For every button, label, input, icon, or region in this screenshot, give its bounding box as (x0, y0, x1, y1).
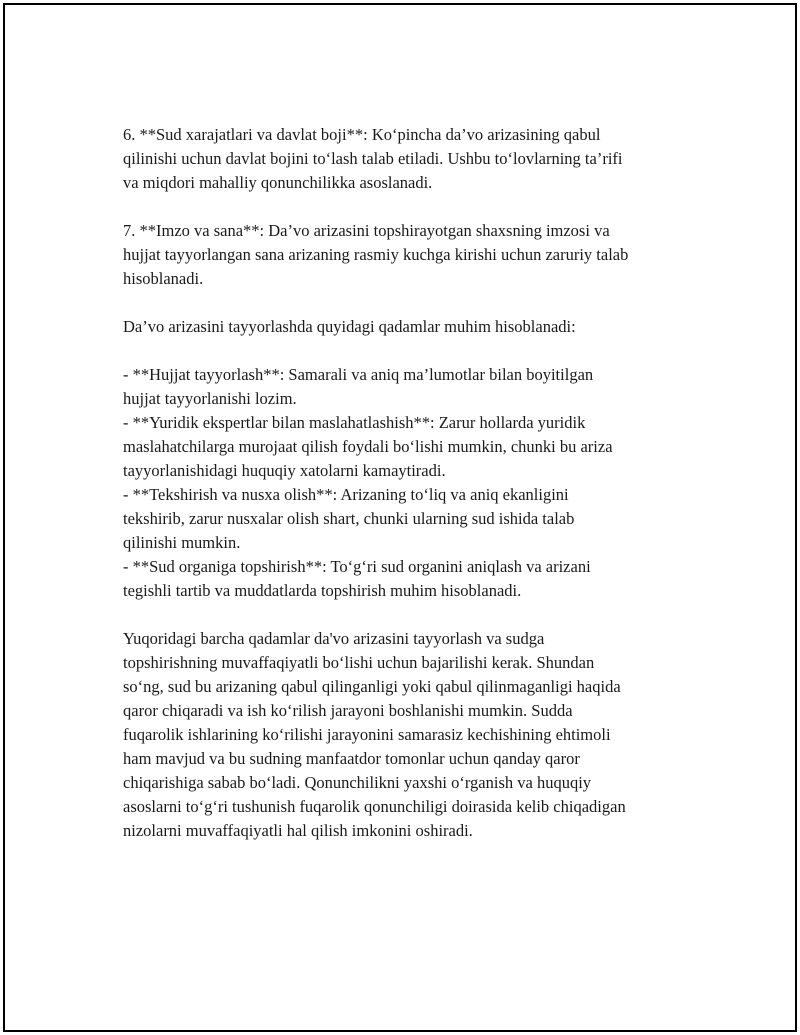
text-line: qilinishi uchun davlat bojini to‘lash talab etiladi. Ushbu to‘lovlarning ta’rifi (123, 149, 623, 168)
text-line: chiqarishiga sabab bo‘ladi. Qonunchilikni yaxshi o‘rganish va huquqiy (123, 773, 592, 792)
list-item-line: - **Hujjat tayyorlash**: Samarali va aniq ma’lumotlar bilan boyitilgan (123, 365, 594, 384)
text-line: hujjat tayyorlangan sana arizaning rasmiy kuchga kirishi uchun zaruriy talab (123, 245, 629, 264)
text-line: va miqdori mahalliy qonunchilikka asoslanadi. (123, 173, 433, 192)
paragraph-item-6 (123, 123, 693, 195)
list-item-line: tekshirib, zarur nusxalar olish shart, chunki ularning sud ishida talab (123, 509, 575, 528)
list-item-line: hujjat tayyorlanishi lozim. (123, 389, 297, 408)
text-line: fuqarolik ishlarining ko‘rilishi jarayonini samarasiz kechishining ehtimoli (123, 725, 611, 744)
text-line: qaror chiqaradi va ish ko‘rilish jarayoni boshlanishi mumkin. Sudda (123, 701, 573, 720)
text-line: asoslarni to‘g‘ri tushunish fuqarolik qonunchiligi doirasida kelib chiqadigan (123, 797, 626, 816)
text-line: nizolarni muvaffaqiyatli hal qilish imkonini oshiradi. (123, 821, 473, 840)
list-item-line: maslahatchilarga murojaat qilish foydali bo‘lishi mumkin, chunki bu ariza (123, 437, 613, 456)
text-line: ham mavjud va bu sudning manfaatdor tomonlar uchun qanday qaror (123, 749, 580, 768)
text-line: topshirishning muvaffaqiyatli bo‘lishi uchun bajarilishi kerak. Shundan (123, 653, 595, 672)
paragraph-steps-list (123, 363, 693, 603)
paragraph-spacer (123, 339, 693, 363)
text-line: so‘ng, sud bu arizaning qabul qilinganligi yoki qabul qilinmaganligi haqida (123, 677, 621, 696)
paragraph-steps-intro (123, 315, 693, 339)
text-line: hisoblanadi. (123, 269, 204, 288)
paragraph-spacer (123, 603, 693, 627)
paragraph-item-7 (123, 219, 693, 291)
list-item-line: - **Tekshirish va nusxa olish**: Arizaning to‘liq va aniq ekanligini (123, 485, 569, 504)
paragraph-spacer (123, 195, 693, 219)
document-body (123, 123, 693, 843)
paragraph-conclusion (123, 627, 693, 843)
page-frame (3, 3, 797, 1032)
list-item-line: qilinishi mumkin. (123, 533, 241, 552)
text-line: 7. **Imzo va sana**: Da’vo arizasini topshirayotgan shaxsning imzosi va (123, 221, 610, 240)
text-line: 6. **Sud xarajatlari va davlat boji**: Ko‘pincha da’vo arizasining qabul (123, 125, 601, 144)
text-line: Yuqoridagi barcha qadamlar da'vo arizasini tayyorlash va sudga (123, 629, 545, 648)
paragraph-spacer (123, 291, 693, 315)
text-line: Da’vo arizasini tayyorlashda quyidagi qadamlar muhim hisoblanadi: (123, 317, 576, 336)
list-item-line: - **Sud organiga topshirish**: To‘g‘ri sud organini aniqlash va arizani (123, 557, 591, 576)
list-item-line: - **Yuridik ekspertlar bilan maslahatlashish**: Zarur hollarda yuridik (123, 413, 586, 432)
list-item-line: tegishli tartib va muddatlarda topshirish muhim hisoblanadi. (123, 581, 522, 600)
list-item-line: tayyorlanishidagi huquqiy xatolarni kamaytiradi. (123, 461, 446, 480)
